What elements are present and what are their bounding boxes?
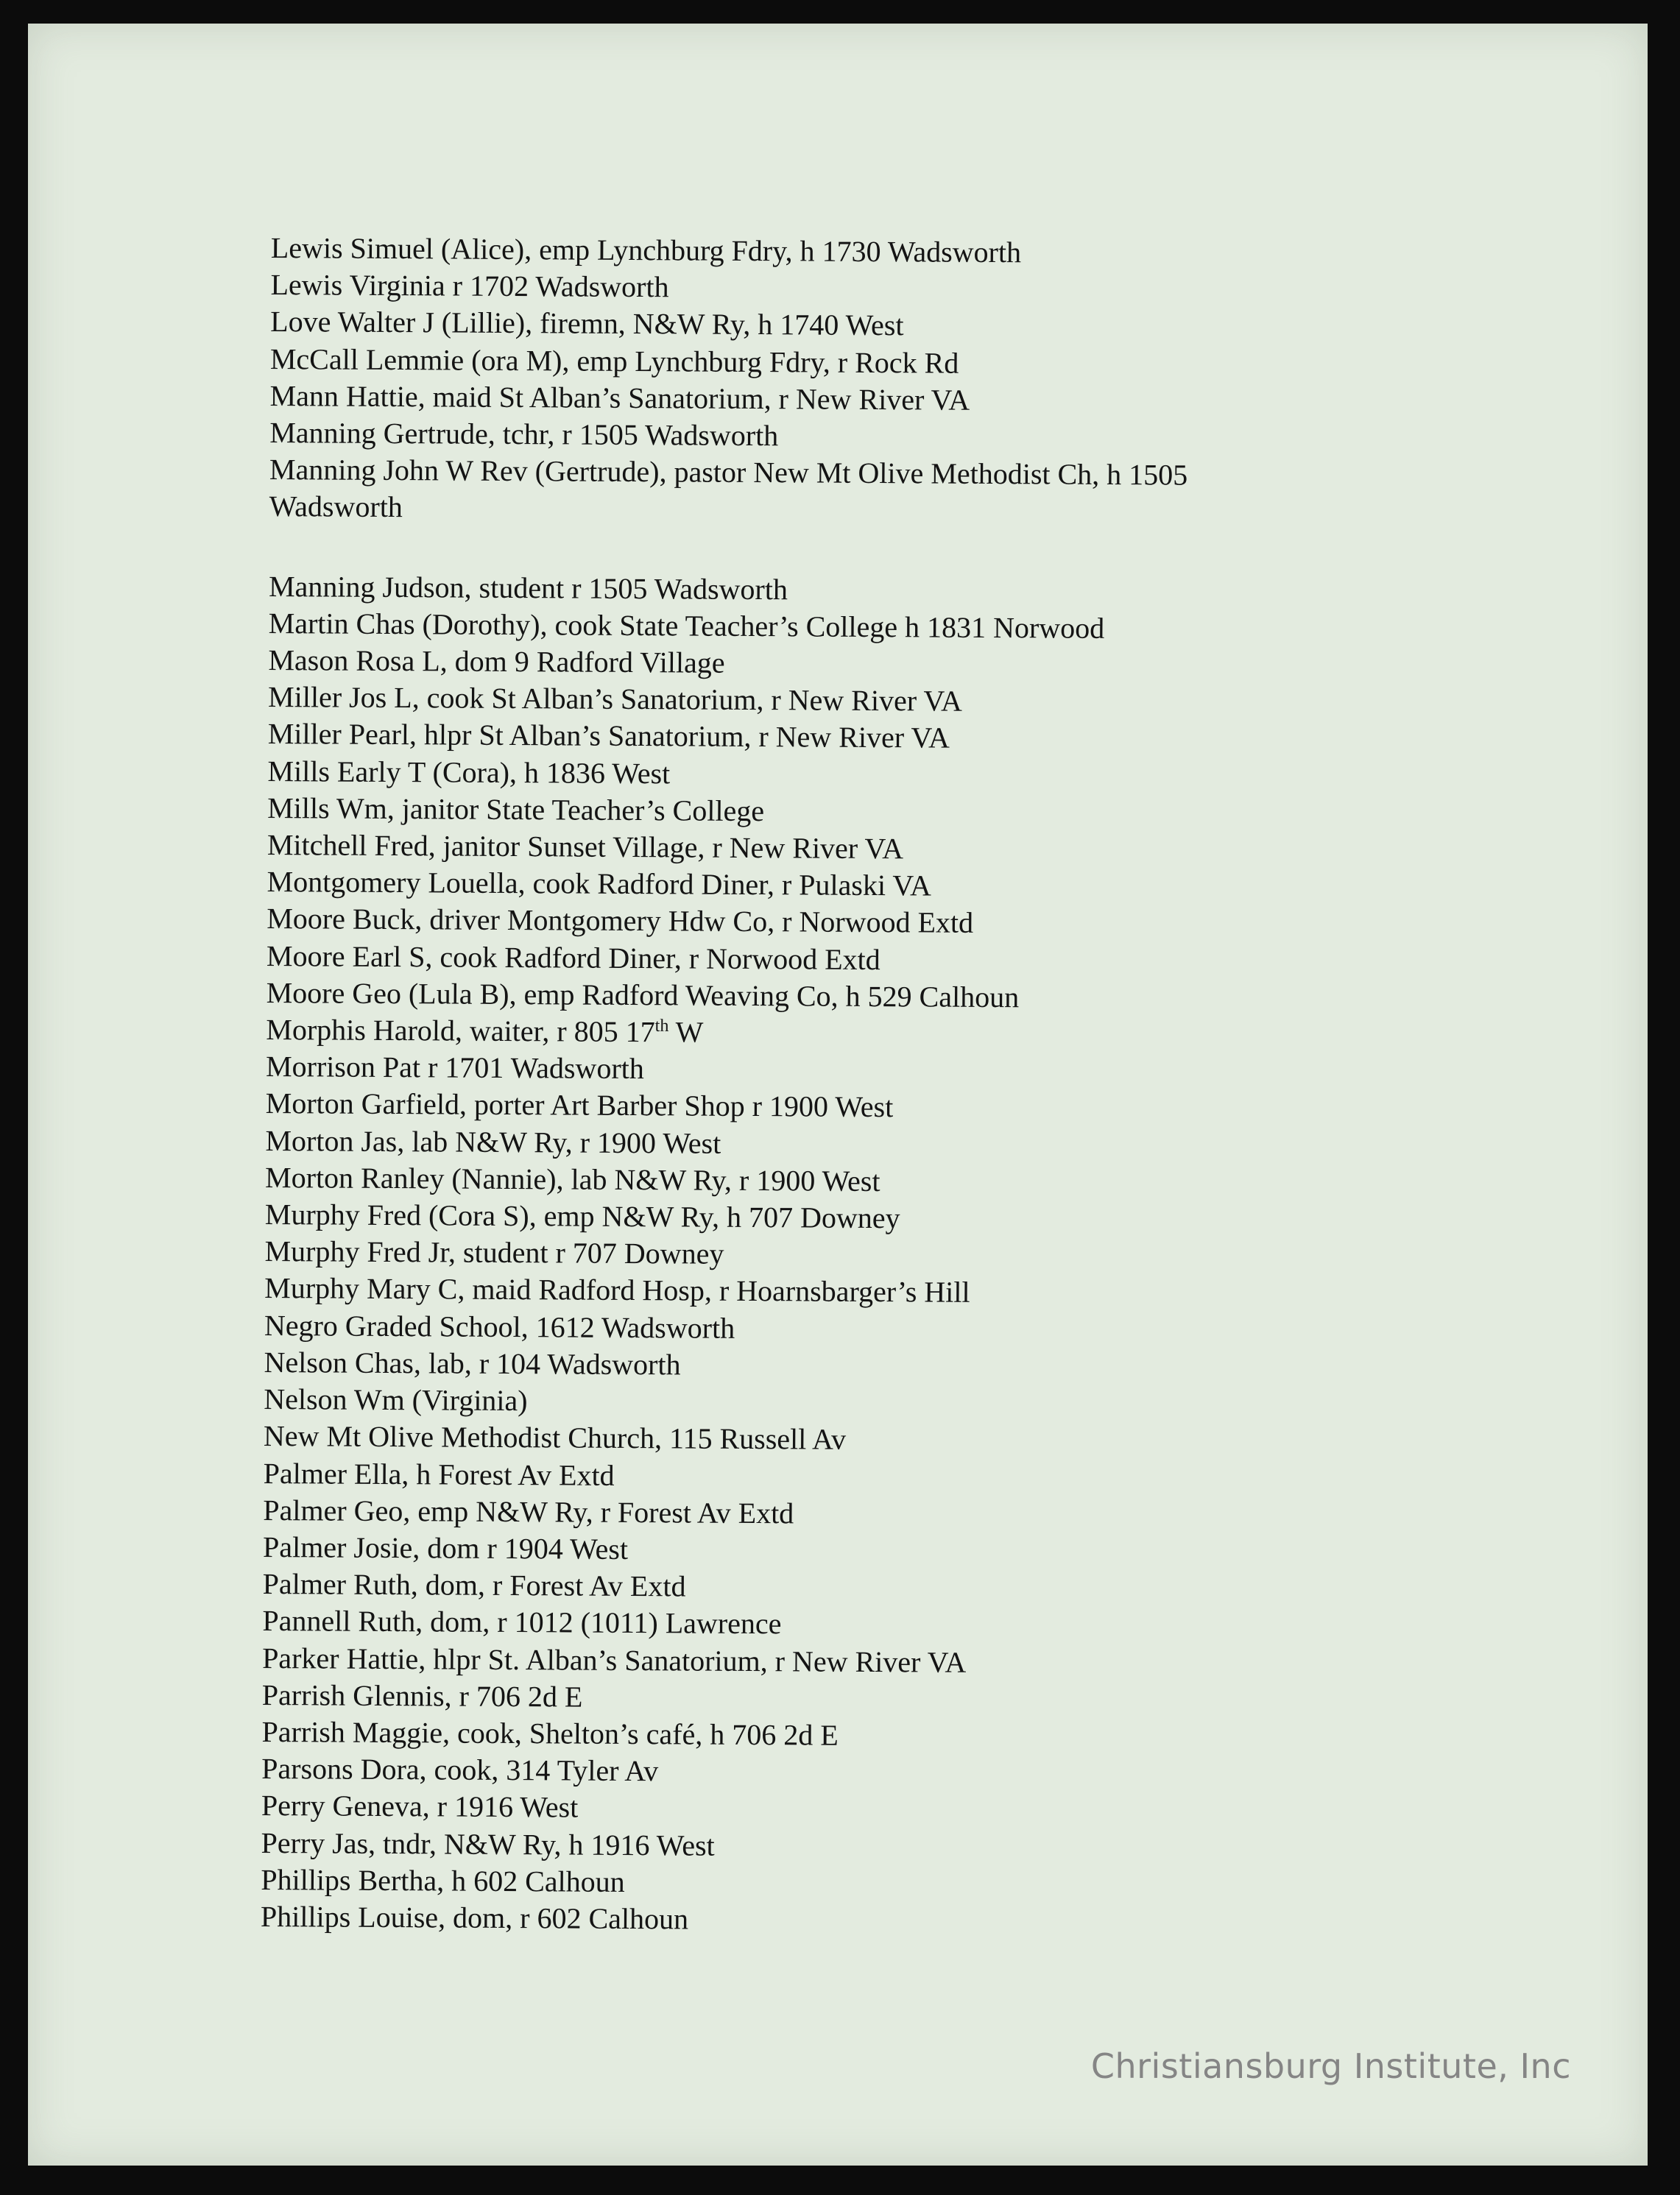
directory-entry: Moore Earl S, cook Radford Diner, r Norwood Extd — [266, 939, 880, 976]
directory-entry: Phillips Louise, dom, r 602 Calhoun — [260, 1899, 689, 1936]
entry-group-top — [269, 230, 1375, 532]
directory-entry: Murphy Fred (Cora S), emp N&W Ry, h 707 Downey — [264, 1198, 900, 1235]
directory-entry: Murphy Fred Jr, student r 707 Downey — [264, 1234, 724, 1271]
directory-entry: Pannell Ruth, dom, r 1012 (1011) Lawrence — [262, 1604, 782, 1641]
directory-entry: Love Walter J (Lillie), firemn, N&W Ry, h 1740 West — [270, 305, 904, 342]
directory-entry: Palmer Ruth, dom, r Forest Av Extd — [262, 1567, 686, 1603]
directory-entry: Montgomery Louella, cook Radford Diner, r Pulaski VA — [267, 865, 932, 902]
directory-entry: Manning Gertrude, tchr, r 1505 Wadsworth — [269, 416, 779, 453]
directory-entry: Phillips Bertha, h 602 Calhoun — [261, 1862, 625, 1898]
entry-suffix: W — [668, 1015, 704, 1049]
ordinal-superscript: th — [654, 1016, 669, 1036]
directory-entry: Parrish Maggie, cook, Shelton’s café, h 706 2d E — [261, 1714, 839, 1752]
directory-entry: Mason Rosa L, dom 9 Radford Village — [268, 643, 725, 679]
directory-entry: Perry Geneva, r 1916 West — [261, 1789, 579, 1824]
directory-entry: Murphy Mary C, maid Radford Hosp, r Hoarnsbarger’s Hill — [264, 1271, 970, 1309]
directory-entry: Parrish Glennis, r 706 2d E — [261, 1678, 583, 1714]
paragraph-gap — [269, 526, 1373, 575]
directory-entry: Lewis Simuel (Alice), emp Lynchburg Fdry, h 1730 Wadsworth — [270, 230, 1022, 269]
directory-entry: Moore Geo (Lula B), emp Radford Weaving Co, h 529 Calhoun — [266, 975, 1020, 1014]
directory-entry: Mills Wm, janitor State Teacher’s College — [267, 791, 765, 827]
directory-entry: Parker Hattie, hlpr St. Alban’s Sanatorium, r New River VA — [262, 1641, 967, 1679]
directory-entry: Miller Pearl, hlpr St Alban’s Sanatorium, r New River VA — [267, 717, 950, 755]
directory-entry: Palmer Geo, emp N&W Ry, r Forest Av Extd — [263, 1493, 794, 1530]
directory-entry: Morton Jas, lab N&W Ry, r 1900 West — [265, 1123, 721, 1160]
directory-entry: Parsons Dora, cook, 314 Tyler Av — [261, 1752, 659, 1788]
directory-listing — [261, 230, 1375, 1942]
document-page — [28, 24, 1648, 2166]
directory-entry: New Mt Olive Methodist Church, 115 Russell Av — [263, 1419, 847, 1457]
directory-entry: Morton Garfield, porter Art Barber Shop r 1900 West — [265, 1086, 894, 1124]
directory-entry: Nelson Chas, lab, r 104 Wadsworth — [264, 1345, 681, 1382]
directory-entry: Palmer Josie, dom r 1904 West — [262, 1530, 629, 1566]
directory-entry: Morrison Pat r 1701 Wadsworth — [265, 1050, 644, 1086]
directory-entry: Palmer Ella, h Forest Av Extd — [263, 1456, 615, 1492]
directory-entry: Negro Graded School, 1612 Wadsworth — [264, 1308, 735, 1345]
directory-entry: Nelson Wm (Virginia) — [264, 1382, 528, 1418]
directory-entry: McCall Lemmie (ora M), emp Lynchburg Fdry, r Rock Rd — [269, 342, 959, 380]
entry-text: Morphis Harold, waiter, r 805 17 — [266, 1013, 655, 1049]
directory-entry: Miller Jos L, cook St Alban’s Sanatorium, r New River VA — [267, 680, 963, 718]
directory-entry: Morton Ranley (Nannie), lab N&W Ry, r 1900 West — [264, 1160, 880, 1198]
watermark: Christiansburg Institute, Inc — [1090, 2046, 1571, 2086]
directory-entry: Manning Judson, student r 1505 Wadsworth — [268, 569, 788, 606]
directory-entry: Martin Chas (Dorothy), cook State Teacher’s College h 1831 Norwood — [268, 606, 1105, 645]
directory-entry: Mills Early T (Cora), h 1836 West — [267, 754, 671, 790]
directory-entry: Perry Jas, tndr, N&W Ry, h 1916 West — [261, 1825, 715, 1862]
entry-group-main-continued — [261, 1048, 1370, 1942]
directory-entry: Moore Buck, driver Montgomery Hdw Co, r Norwood Extd — [267, 902, 974, 940]
directory-entry: Mitchell Fred, janitor Sunset Village, r New River VA — [267, 828, 904, 866]
directory-entry: Manning John W Rev (Gertrude), pastor New Mt Olive Methodist Ch, h 1505 Wadsworth — [269, 453, 1188, 524]
directory-entry-morphis — [266, 1011, 1370, 1055]
entry-group-main — [267, 568, 1374, 1019]
directory-entry: Lewis Virginia r 1702 Wadsworth — [270, 268, 669, 304]
directory-entry: Mann Hattie, maid St Alban’s Sanatorium, r New River VA — [269, 378, 970, 417]
